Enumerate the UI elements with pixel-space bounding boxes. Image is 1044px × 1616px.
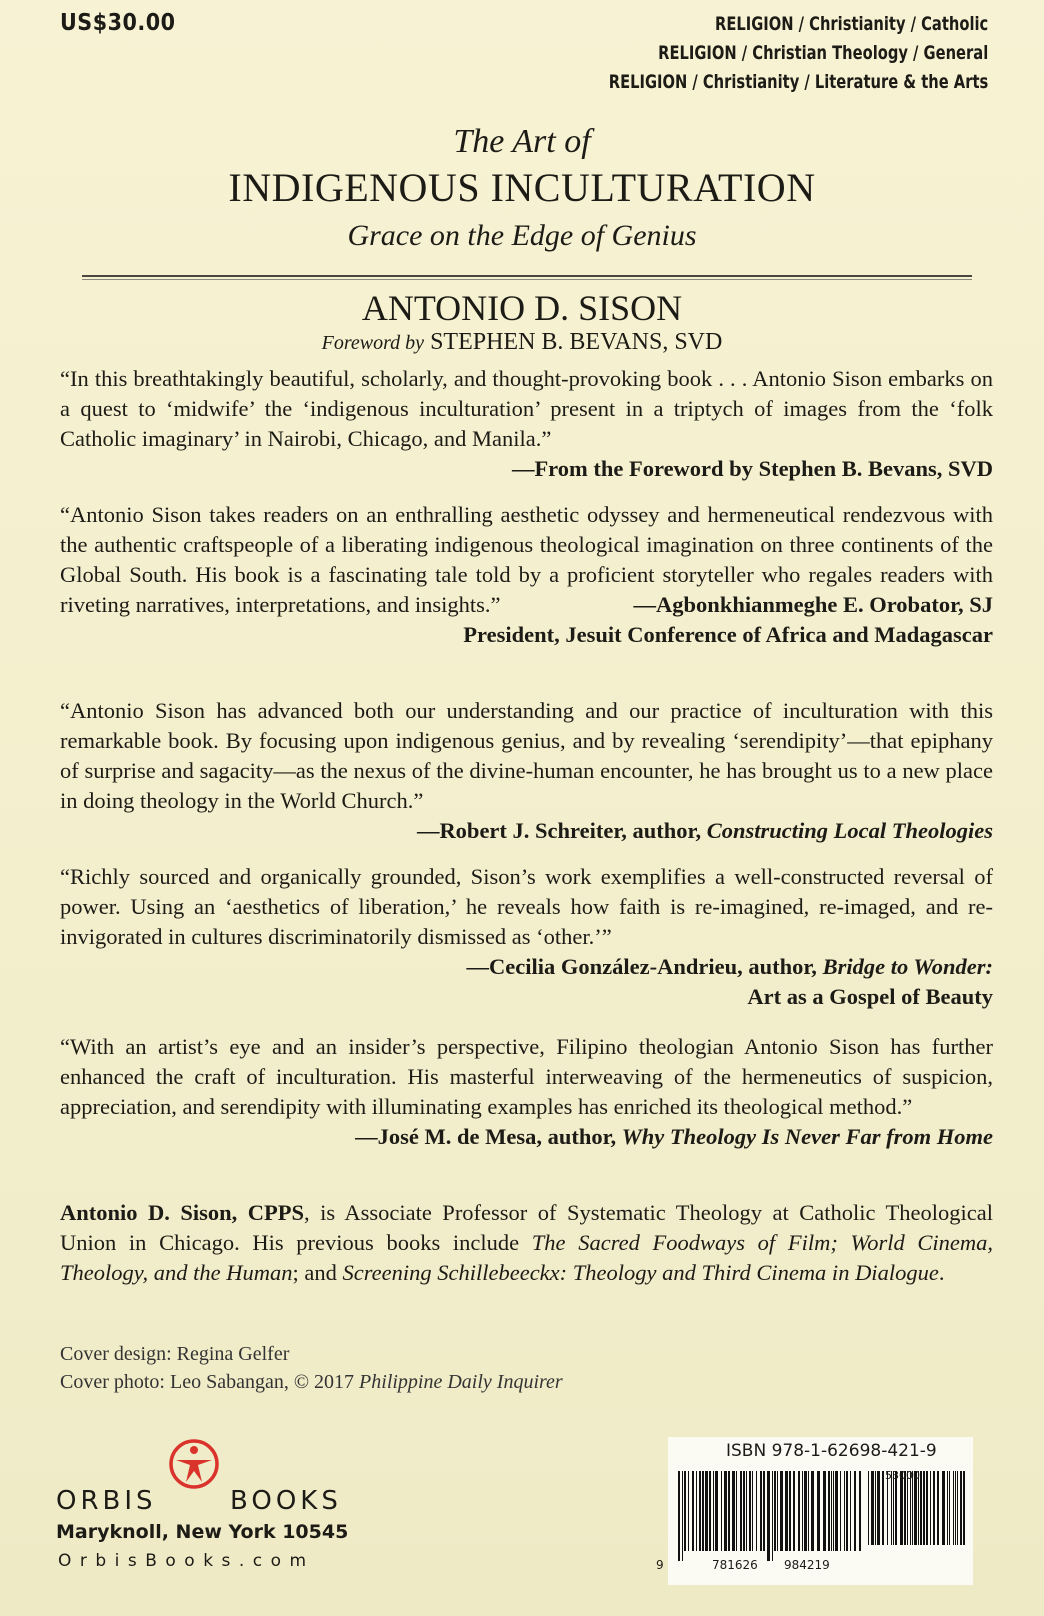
barcode-bar: [955, 1471, 956, 1545]
barcode-bar: [777, 1471, 778, 1551]
blurb-attribution: [60, 1122, 993, 1152]
barcode-bar: [808, 1471, 809, 1551]
barcode-bar: [828, 1471, 830, 1551]
barcode-bar: [763, 1471, 765, 1551]
barcode-bar: [912, 1471, 913, 1545]
blurb: [60, 696, 993, 846]
barcode-bar: [767, 1471, 770, 1561]
barcode-bar: [789, 1471, 791, 1551]
barcode-bar: [900, 1471, 903, 1545]
barcode-bar: [910, 1471, 911, 1545]
barcode-bar: [823, 1471, 826, 1551]
blurb: [60, 364, 993, 484]
cover-photo-credit: [60, 1368, 563, 1396]
barcode-bar: [933, 1471, 935, 1545]
barcode-bar: [740, 1471, 742, 1551]
barcode-bar: [937, 1471, 939, 1545]
bio-text: .: [938, 1260, 945, 1285]
barcode-bar: [877, 1471, 880, 1545]
publisher-url: OrbisBooks.com: [58, 1551, 315, 1571]
bio-text: ; and: [292, 1260, 343, 1285]
foreword-name: STEPHEN B. BEVANS, SVD: [430, 329, 723, 355]
attribution-work: Why Theology Is Never Far from Home: [621, 1124, 993, 1149]
barcode-bar: [749, 1471, 751, 1551]
barcode-bar: [942, 1471, 945, 1545]
blurb-quote: “Antonio Sison takes readers on an enthralling aesthetic odyssey and hermeneutical rendezvous with the authentic craftspeople of a liberating indigenous theological imagination on three continents of the Global South. His book is a fascinating tale told by a proficient storyteller who regales readers with riveting narratives, interpretations, and insights.”: [60, 502, 993, 617]
blurb-quote: “In this breathtakingly beautiful, scholarly, and thought-provoking book . . . Antonio Sison embarks on a quest to ‘midwife’ the ‘indigenous inculturation’ present in a triptych of images from the ‘folk Catholic imaginary’ in Nairobi, Chicago, and Manila.”: [60, 366, 993, 451]
blurb: [60, 500, 993, 650]
category-list: [609, 10, 988, 97]
barcode-digit-first: 9: [656, 1558, 664, 1572]
foreword-label: Foreword by: [321, 332, 425, 354]
barcode-bar: [868, 1471, 869, 1545]
barcode-bar: [893, 1471, 894, 1545]
blurb-quote: “With an artist’s eye and an insider’s perspective, Filipino theologian Antonio Sison has further enhanced the craft of inculturation. His masterful interweaving of the hermeneutics of suspicion, appreciation, and serendipity with illuminating examples has enriched its theological method.”: [60, 1034, 993, 1119]
barcode-bar: [702, 1471, 704, 1551]
barcode-bar: [756, 1471, 757, 1551]
publisher-name-right: BOOKS: [230, 1486, 342, 1516]
blurb: [60, 862, 993, 1012]
cover-credits: [60, 1340, 563, 1396]
barcode-bar: [692, 1471, 694, 1551]
blurb-attribution: —Agbonkhianmeghe E. Orobator, SJ: [633, 592, 993, 617]
barcode-bar: [817, 1471, 820, 1551]
bio-name: Antonio D. Sison, CPPS: [60, 1200, 304, 1225]
foreword-line: [0, 326, 1044, 359]
barcode-bar: [882, 1471, 884, 1545]
price-code: 53000: [885, 1469, 920, 1482]
barcode-bar: [772, 1471, 773, 1561]
photo-source: Philippine Daily Inquirer: [359, 1371, 563, 1393]
blurb-attribution: [60, 952, 993, 982]
barcode-bar: [875, 1471, 876, 1545]
barcode-digits-right: 984219: [784, 1558, 830, 1572]
barcode-bar: [833, 1471, 834, 1551]
barcode-bar: [802, 1471, 803, 1551]
orbis-logo-icon: [168, 1438, 220, 1490]
book-title: INDIGENOUS INCULTURATION: [228, 165, 816, 210]
isbn-barcode: [656, 1437, 973, 1585]
barcode-bar: [859, 1471, 861, 1551]
blurb-attribution: —From the Foreword by Stephen B. Bevans, SVD: [511, 456, 993, 481]
attribution-work-line2: Art as a Gospel of Beauty: [747, 984, 993, 1009]
barcode-bar: [947, 1471, 948, 1545]
price-label: US$30.00: [60, 10, 176, 36]
barcode-bar: [793, 1471, 795, 1551]
barcode-bar: [724, 1471, 727, 1551]
barcode-bar: [804, 1471, 807, 1551]
barcode-bar: [746, 1471, 747, 1551]
barcode-bar: [682, 1471, 683, 1561]
bio-text: , is Associate Professor of Systematic Theology at Catholic Theological Union in Chicago. His previous books include: [60, 1200, 993, 1255]
blurb-quote: “Richly sourced and organically grounded, Sison’s work exemplifies a well-constructed reversal of power. Using an ‘aesthetics of liberation,’ he reveals how faith is re-imagined, re-imaged, and re-invigorated in cultures discriminatorily dismissed as ‘other.’”: [60, 864, 993, 949]
barcode-bar: [923, 1471, 925, 1545]
barcode-bar: [949, 1471, 950, 1545]
barcode-bar: [835, 1471, 838, 1551]
barcode-bar: [850, 1471, 851, 1551]
title-prefix: The Art of: [453, 123, 591, 160]
barcode-bar: [930, 1471, 931, 1545]
barcode-bar: [871, 1471, 874, 1545]
barcode-digits-left: 781626: [712, 1558, 758, 1572]
blurb-attribution: [60, 816, 993, 846]
barcode-bar: [920, 1471, 922, 1545]
barcode-bar: [760, 1471, 762, 1551]
barcode-bar: [840, 1471, 841, 1551]
barcode-bar: [926, 1471, 928, 1545]
barcode-bar: [780, 1471, 783, 1551]
barcode-bar: [798, 1471, 800, 1551]
barcode-bar: [904, 1471, 906, 1545]
barcode-bar: [918, 1471, 919, 1545]
attribution-name: —Robert J. Schreiter, author,: [416, 818, 702, 843]
barcode-bar: [914, 1471, 917, 1545]
attribution-name: —José M. de Mesa, author,: [355, 1124, 617, 1149]
author-bio: [60, 1198, 993, 1288]
barcode-bar: [743, 1471, 745, 1551]
barcode-bar: [887, 1471, 888, 1545]
category-item: RELIGION / Christianity / Catholic: [714, 13, 988, 35]
barcode-bar: [732, 1471, 735, 1551]
barcode-bar: [891, 1471, 892, 1545]
cover-design-credit: Cover design: Regina Gelfer: [60, 1343, 290, 1365]
barcode-bar: [957, 1471, 958, 1545]
attribution-work: Constructing Local Theologies: [706, 818, 993, 843]
barcode-bar: [774, 1471, 776, 1551]
bio-book: Screening Schillebeeckx: Theology and Third Cinema in Dialogue: [342, 1260, 939, 1285]
title-block: [0, 122, 1044, 256]
category-item: RELIGION / Christianity / Literature & the Arts: [608, 71, 988, 93]
barcode-bar: [721, 1471, 722, 1551]
barcode-bar: [678, 1471, 680, 1561]
isbn-label: ISBN 978-1-62698-421-9: [726, 1441, 937, 1461]
barcode-bar: [736, 1471, 737, 1551]
blurb: [60, 1032, 993, 1152]
barcode-bar: [713, 1471, 714, 1551]
publisher-address: Maryknoll, New York 10545: [56, 1521, 349, 1543]
barcode-bar: [811, 1471, 814, 1551]
barcode-bar: [699, 1471, 701, 1551]
barcode-bar: [844, 1471, 845, 1551]
barcode-bar: [963, 1471, 965, 1545]
barcode-bar: [960, 1471, 962, 1545]
attribution-work: Bridge to Wonder:: [822, 954, 993, 979]
barcode-bar: [854, 1471, 856, 1551]
barcode-bar: [684, 1471, 686, 1551]
barcode-bar: [688, 1471, 689, 1551]
barcode-bar: [752, 1471, 753, 1551]
barcode-bar: [696, 1471, 697, 1551]
barcode-bar: [785, 1471, 788, 1551]
barcode-bar: [895, 1471, 897, 1545]
barcode-bar: [705, 1471, 708, 1551]
photo-credit-text: Cover photo: Leo Sabangan, © 2017: [60, 1371, 360, 1393]
barcode-bar: [846, 1471, 848, 1551]
barcode-bar: [831, 1471, 832, 1551]
author-name: ANTONIO D. SISON: [361, 288, 683, 328]
category-item: RELIGION / Christian Theology / General: [657, 42, 988, 64]
bio-book: The Sacred Foodways of Film; World Cinema, Theology, and the Human: [60, 1230, 993, 1285]
book-subtitle: Grace on the Edge of Genius: [347, 219, 697, 252]
blurb-quote: “Antonio Sison has advanced both our understanding and our practice of inculturation with this remarkable book. By focusing upon indigenous genius, and by revealing ‘serendipity’—that epiphany of surprise and sagacity—as the nexus of the divine-human encounter, he has brought us to a new place in doing theology in the World Church.”: [60, 698, 993, 813]
barcode-bar: [907, 1471, 908, 1545]
barcode-bar: [953, 1471, 954, 1545]
divider: [82, 275, 972, 280]
publisher-name-left: ORBIS: [56, 1486, 157, 1516]
barcode-bar: [709, 1471, 711, 1551]
barcode-bar: [728, 1471, 730, 1551]
attribution-name: —Cecilia González-Andrieu, author,: [466, 954, 817, 979]
barcode-bars: [672, 1463, 972, 1563]
blurb-attribution-title: President, Jesuit Conference of Africa and Madagascar: [463, 622, 993, 647]
barcode-bar: [715, 1471, 718, 1551]
